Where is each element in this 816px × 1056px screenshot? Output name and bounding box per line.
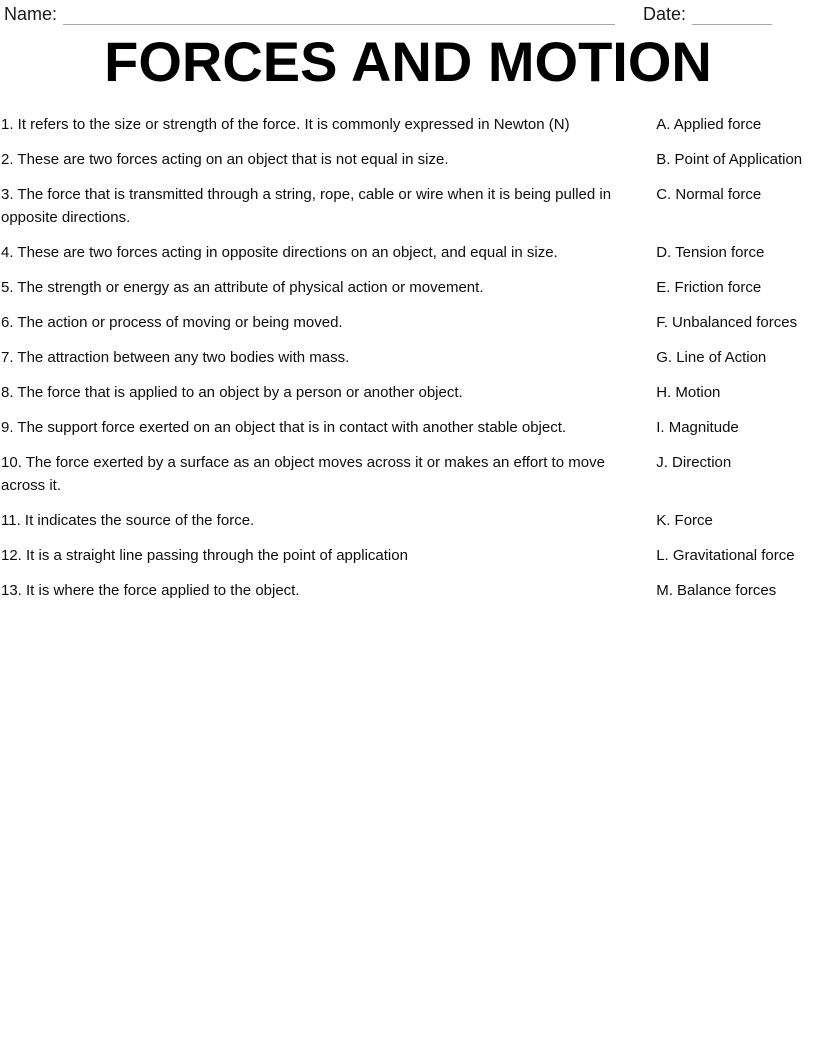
answer-text: K. Force bbox=[656, 511, 713, 529]
date-blank-line bbox=[692, 8, 772, 25]
answer-text: G. Line of Action bbox=[656, 348, 767, 366]
match-row bbox=[1, 183, 816, 229]
name-blank-line bbox=[63, 8, 615, 25]
question-text: 11. It indicates the source of the force. bbox=[1, 511, 255, 529]
match-row bbox=[1, 276, 816, 299]
match-row bbox=[1, 241, 816, 264]
question-text: 7. The attraction between any two bodies with mass. bbox=[1, 348, 350, 366]
page-title: FORCES AND MOTION bbox=[104, 30, 712, 93]
question-text: 5. The strength or energy as an attribute of physical action or movement. bbox=[1, 278, 484, 296]
question-text: 12. It is a straight line passing through the point of application bbox=[1, 546, 408, 564]
match-row bbox=[1, 509, 816, 532]
answer-text: J. Direction bbox=[656, 453, 732, 471]
answer-text: M. Balance forces bbox=[656, 581, 777, 599]
date-label: Date: bbox=[643, 4, 687, 24]
match-row bbox=[1, 148, 816, 171]
answer-text: E. Friction force bbox=[656, 278, 762, 296]
answer-text: F. Unbalanced forces bbox=[656, 313, 798, 331]
match-row bbox=[1, 579, 816, 602]
answer-text: I. Magnitude bbox=[656, 418, 739, 436]
answer-text: L. Gravitational force bbox=[656, 546, 795, 564]
match-row bbox=[1, 113, 816, 136]
match-row bbox=[1, 416, 816, 439]
question-text: 9. The support force exerted on an object that is in contact with another stable object. bbox=[1, 418, 567, 436]
question-text: 13. It is where the force applied to the object. bbox=[1, 581, 300, 599]
question-text: 10. The force exerted by a surface as an object moves across it or makes an effort to move across it. bbox=[1, 453, 605, 494]
question-text: 6. The action or process of moving or being moved. bbox=[1, 313, 343, 331]
name-label: Name: bbox=[4, 4, 58, 24]
answer-text: H. Motion bbox=[656, 383, 721, 401]
matching-exercise bbox=[0, 113, 816, 602]
match-row bbox=[1, 381, 816, 404]
answer-text: D. Tension force bbox=[656, 243, 765, 261]
match-row bbox=[1, 544, 816, 567]
answer-text: A. Applied force bbox=[656, 115, 762, 133]
question-text: 1. It refers to the size or strength of the force. It is commonly expressed in Newton (N) bbox=[1, 115, 570, 133]
question-text: 3. The force that is transmitted through a string, rope, cable or wire when it is being pulled in opposite directions. bbox=[1, 185, 612, 226]
answer-text: C. Normal force bbox=[656, 185, 762, 203]
question-text: 4. These are two forces acting in opposite directions on an object, and equal in size. bbox=[1, 243, 558, 261]
match-row bbox=[1, 346, 816, 369]
answer-text: B. Point of Application bbox=[656, 150, 803, 168]
question-text: 8. The force that is applied to an object by a person or another object. bbox=[1, 383, 463, 401]
match-row bbox=[1, 451, 816, 497]
header bbox=[0, 2, 816, 25]
match-row bbox=[1, 311, 816, 334]
question-text: 2. These are two forces acting on an object that is not equal in size. bbox=[1, 150, 449, 168]
